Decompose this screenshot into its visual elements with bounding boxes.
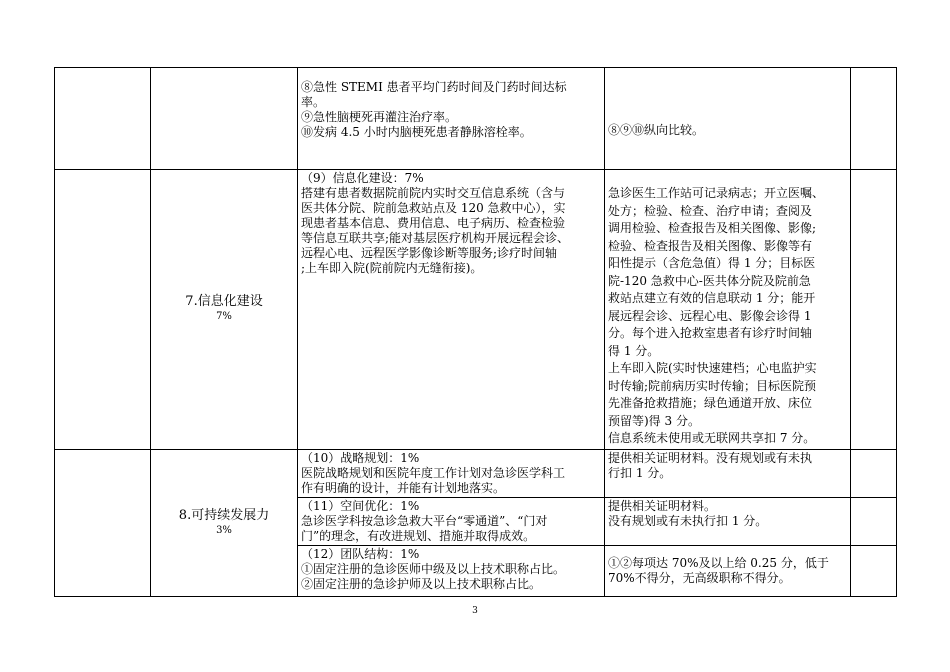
content-line: （10）战略规划：1% [301,450,420,465]
scoring-line: ⑧⑨⑩纵向比较。 [608,123,705,137]
scoring-line: 得 1 分。 [608,343,660,358]
content-cell [298,449,605,497]
content-line: 医共体分院、院前急救站点及 120 急救中心），实 [301,201,566,215]
scoring-line: 上车即入院(实时快速建档；心电监护实 [608,361,817,375]
scoring-line: 急诊医生工作站可记录病志；开立医嘱、 [608,186,825,200]
scoring-cell [605,170,851,450]
scoring-cell [605,449,851,497]
scoring-line: 救站点建立有效的信息联动 1 分；能开 [608,291,816,305]
category-weight: 3% [216,524,232,536]
scoring-line: 院-120 急救中心-医共体分院及院前急 [608,273,811,288]
content-line: 搭建有患者数据院前院内实时交互信息系统（含与 [301,186,566,200]
content-cell [298,497,605,545]
scoring-line: 信息系统未使用或无联网共享扣 7 分。 [608,431,816,445]
score-cell [851,449,897,497]
scoring-cell [605,68,851,170]
content-line: ;上车即入院(院前院内无缝衔接)。 [301,261,483,275]
scoring-line: 分。每个进入抢救室患者有诊疗时间轴 [608,326,813,340]
scoring-line: 提供相关证明材料。 [608,498,717,513]
content-line: ②固定注册的急诊护师及以上技术职称占比。 [301,576,542,591]
evaluation-table [54,67,897,597]
content-cell [298,170,605,450]
content-line: 门”的理念，有改进规划、措施并取得成效。 [301,528,536,543]
content-line: 现患者基本信息、费用信息、电子病历、检查检验 [301,216,566,230]
table-row [55,449,897,497]
content-line: （9）信息化建设：7% [301,171,424,185]
content-cell [298,68,605,170]
level1-cell [55,449,151,596]
category-cell [151,68,298,170]
scoring-line: 预留等)得 3 分。 [608,413,700,428]
category-cell [151,449,298,596]
content-line: （12）团队结构：1% [301,546,420,561]
scoring-line: 阳性提示（含危急值）得 1 分；目标医 [608,256,816,270]
scoring-line: 70%不得分，无高级职称不得分。 [608,570,791,585]
scoring-line: 先准备抢救措施；绿色通道开放、床位 [608,396,813,410]
scoring-line: 处方；检验、检查、治疗申请；查阅及 [608,203,813,218]
content-line: 作有明确的设计，并能有计划地落实。 [301,480,506,495]
category-cell [151,170,298,450]
content-line: ⑨急性脑梗死再灌注治疗率。 [301,110,458,124]
scoring-line: 调用检验、检查报告及相关图像、影像; [608,221,817,235]
content-line: 等信息互联共享;能对基层医疗机构开展远程会诊、 [301,231,570,245]
category-title: 8.可持续发展力 [178,507,270,523]
scoring-line: 没有规划或有未执行扣 1 分。 [608,513,768,528]
table-row [55,68,897,170]
content-cell [298,545,605,596]
content-line: 医院战略规划和医院年度工作计划对急诊医学科工 [301,465,566,480]
content-line: ①固定注册的急诊医师中级及以上技术职称占比。 [301,561,566,576]
page-number: 3 [472,606,478,616]
scoring-line: 行扣 1 分。 [608,465,672,480]
level1-cell [55,170,151,450]
scoring-cell [605,545,851,596]
scoring-cell [605,497,851,545]
scoring-line: 提供相关证明材料。没有规划或有未执 [608,450,813,465]
content-line: ⑧急性 STEMI 患者平均门药时间及门药时间达标 [301,80,567,94]
score-cell [851,68,897,170]
table-row [55,170,897,450]
score-cell [851,545,897,596]
category-title: 7.信息化建设 [185,294,263,310]
content-line: 率。 [301,95,326,109]
score-cell [851,497,897,545]
content-line: （11）空间优化：1% [301,498,420,513]
content-line: 远程心电、远程医学影像诊断等服务;诊疗时间轴 [301,246,558,260]
content-line: ⑩发病 4.5 小时内脑梗死患者静脉溶栓率。 [301,125,532,139]
scoring-line: 展远程会诊、远程心电、影像会诊得 1 [608,308,812,323]
scoring-line: 检验、检查报告及相关图像、影像等有 [608,238,813,253]
content-line: 急诊医学科按急诊急救大平台“零通道”、“门对 [301,513,548,528]
score-cell [851,170,897,450]
scoring-line: ①②每项达 70%及以上给 0.25 分，低于 [608,555,829,570]
scoring-line: 时传输;院前病历实时传输；目标医院预 [608,378,817,393]
level1-cell [55,68,151,170]
category-weight: 7% [216,311,232,323]
